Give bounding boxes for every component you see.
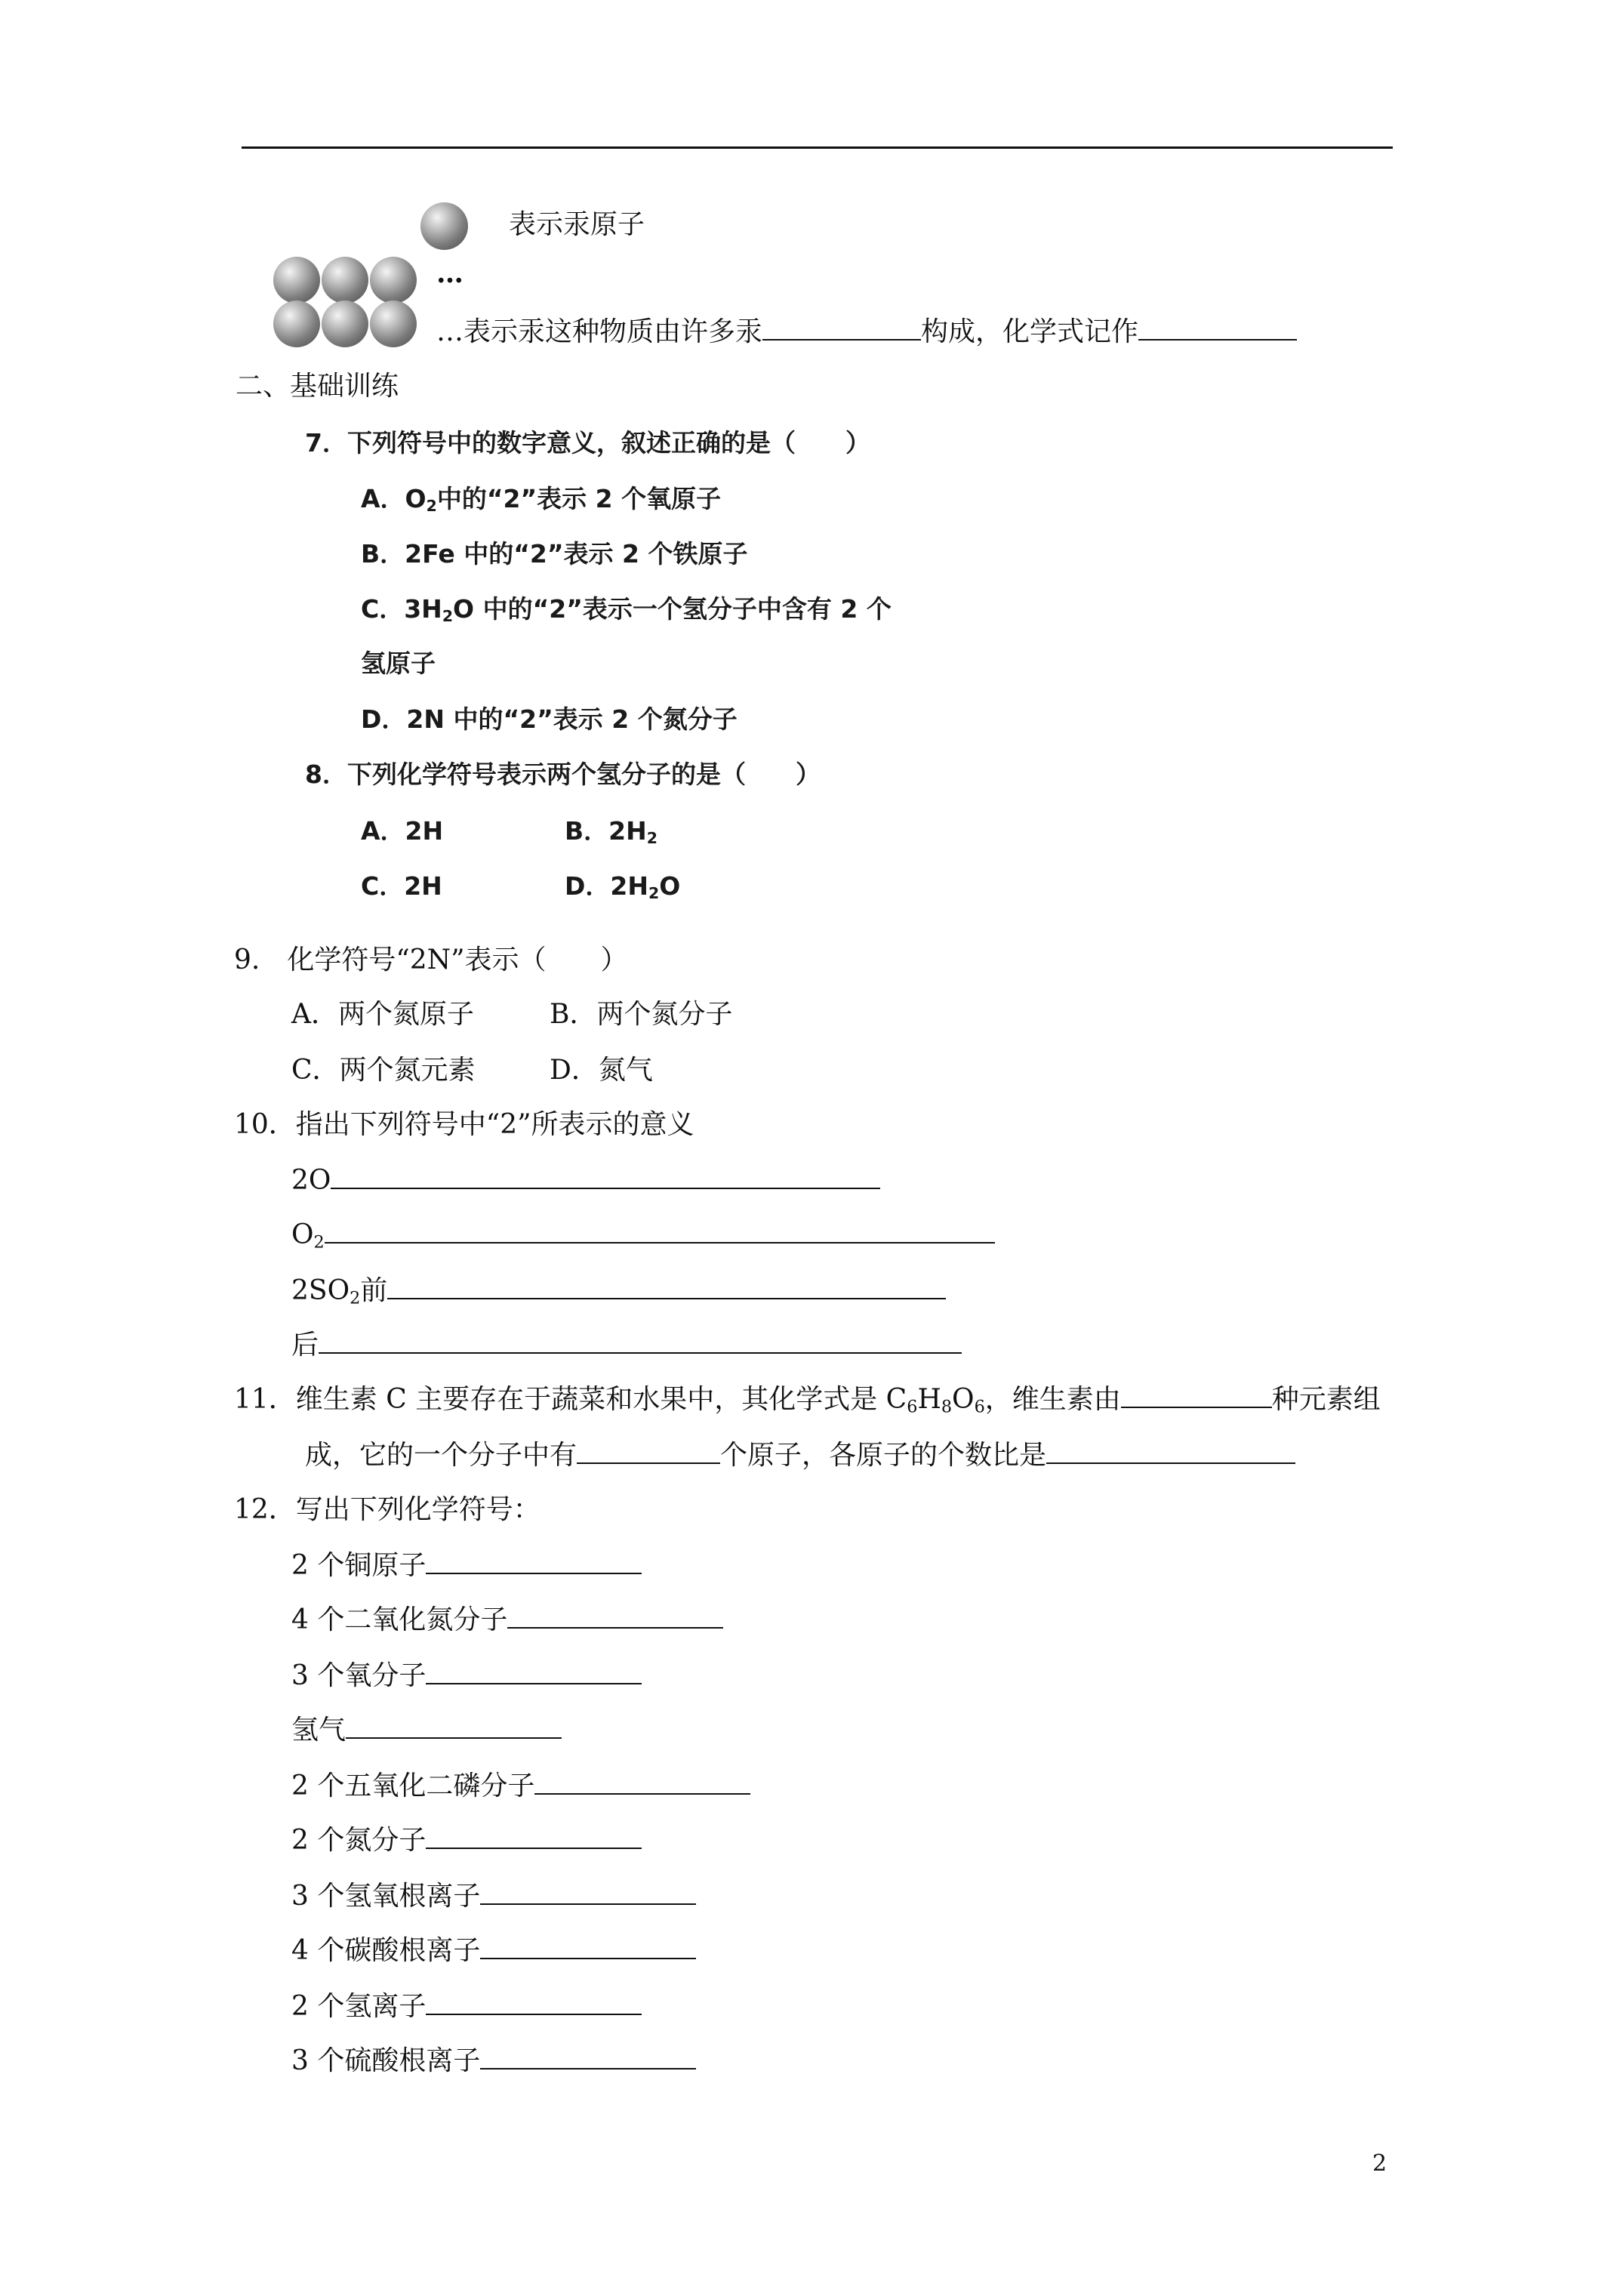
answer-blank[interactable]: [507, 1604, 723, 1629]
answer-blank[interactable]: [577, 1440, 720, 1464]
q10-stem: 10．指出下列符号中“2”所表示的意义: [234, 1109, 694, 1140]
q12-stem: 12．写出下列化学符号：: [234, 1494, 540, 1525]
page-number: 2: [1372, 2150, 1387, 2177]
answer-blank[interactable]: [762, 316, 921, 341]
q8-option-c: C．2H: [361, 871, 442, 901]
answer-blank[interactable]: [346, 1715, 562, 1739]
q10-item-1: 2O: [291, 1164, 880, 1197]
q10-item-3: $2SO_2$前: [291, 1274, 946, 1308]
q7-option-c: C．$3H_2O$ 中的“2”表示一个氢分子中含有 2 个: [361, 594, 892, 626]
answer-blank[interactable]: [480, 1935, 696, 1959]
ellipsis-1: …: [436, 257, 463, 289]
answer-blank[interactable]: [319, 1330, 962, 1354]
answer-blank[interactable]: [534, 1771, 750, 1795]
q10-item-4: 后: [291, 1329, 962, 1362]
q9-option-a: A．两个氮原子: [291, 999, 474, 1030]
q7-option-b: B．2Fe 中的“2”表示 2 个铁原子: [361, 539, 748, 569]
q7-stem: 7．下列符号中的数字意义，叙述正确的是（ ）: [305, 428, 870, 458]
answer-blank[interactable]: [426, 1991, 642, 2015]
answer-blank[interactable]: [426, 1660, 642, 1684]
answer-blank[interactable]: [426, 1550, 642, 1574]
mercury-sentence: …表示汞这种物质由许多汞 构成，化学式记作: [436, 316, 1297, 349]
q11-line-1: 11．维生素 C 主要存在于蔬菜和水果中，其化学式是 $C_6H_8O_6$，维生素由 种元素组: [234, 1384, 1381, 1417]
answer-blank[interactable]: [480, 1881, 696, 1905]
q12-item: 氢气: [291, 1714, 562, 1747]
mercury-atom-icon: [420, 202, 468, 250]
q8-option-b: B．$2H_2$: [565, 816, 658, 848]
q7-option-c-continued: 氢原子: [361, 649, 436, 678]
q8-option-d: D．$2H_2O$: [565, 871, 681, 903]
answer-blank[interactable]: [387, 1275, 946, 1299]
section-title: 二、基础训练: [236, 371, 399, 402]
q9-option-d: D．氮气: [550, 1055, 653, 1086]
q11-line-2: 成，它的一个分子中有 个原子，各原子的个数比是: [305, 1439, 1295, 1472]
q12-item: 3 个硫酸根离子: [291, 2045, 696, 2078]
q7-option-a: A．$O_2$中的“2”表示 2 个氧原子: [361, 484, 722, 516]
answer-blank[interactable]: [480, 2045, 696, 2069]
answer-blank[interactable]: [1046, 1440, 1295, 1464]
answer-blank[interactable]: [426, 1825, 642, 1849]
answer-blank[interactable]: [1121, 1384, 1272, 1408]
q9-stem: 9. 化学符号“2N”表示（ ）: [234, 945, 628, 975]
q9-option-b: B．两个氮分子: [550, 999, 733, 1030]
q7-option-d: D．2N 中的“2”表示 2 个氮分子: [361, 704, 738, 734]
q12-item: 4 个碳酸根离子: [291, 1934, 696, 1968]
q12-item: 2 个五氧化二磷分子: [291, 1770, 750, 1803]
answer-blank[interactable]: [1138, 316, 1297, 341]
q8-stem: 8．下列化学符号表示两个氢分子的是（ ）: [305, 760, 821, 789]
answer-blank[interactable]: [331, 1165, 880, 1189]
answer-blank[interactable]: [325, 1219, 995, 1244]
q12-item: 2 个铜原子: [291, 1549, 642, 1583]
header-rule: [242, 146, 1393, 149]
q9-option-c: C．两个氮元素: [291, 1055, 476, 1086]
q12-item: 2 个氮分子: [291, 1824, 642, 1857]
q12-item: 3 个氧分子: [291, 1660, 642, 1693]
ellipsis-2: …: [436, 316, 463, 347]
q12-item: 3 个氢氧根离子: [291, 1880, 696, 1913]
q10-item-2: $O_2$: [291, 1219, 995, 1252]
q12-item: 4 个二氧化氮分子: [291, 1604, 723, 1637]
q12-item: 2 个氢离子: [291, 1990, 642, 2023]
mercury-atom-label: 表示汞原子: [509, 209, 645, 240]
q8-option-a: A．2H: [361, 816, 444, 846]
